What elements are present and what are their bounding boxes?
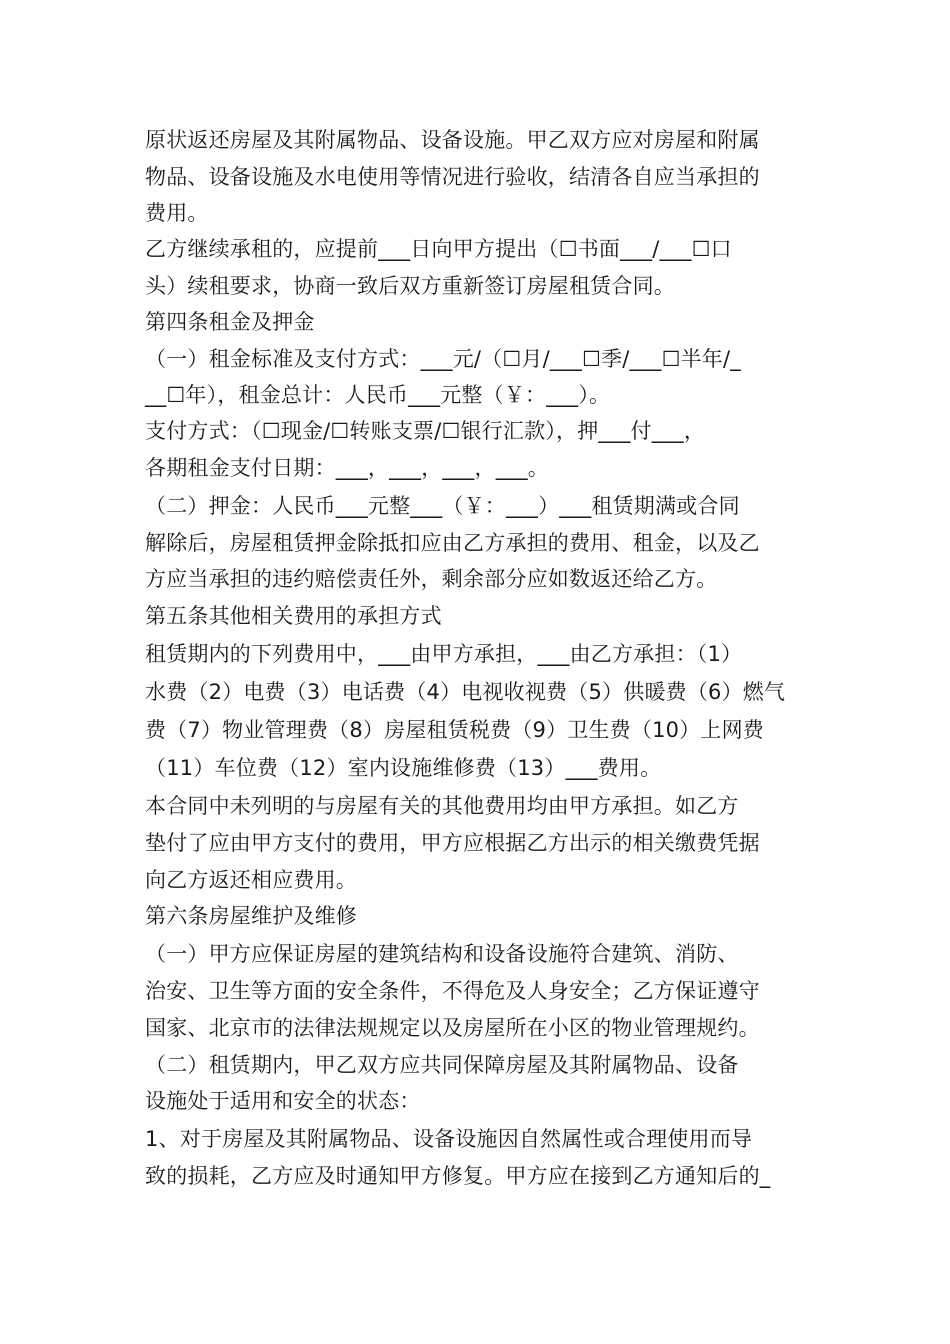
text-line: __☐年），租金总计：人民币___元整（￥：___）。	[145, 383, 611, 407]
text-line: 国家、北京市的法律法规规定以及房屋所在小区的物业管理规约。	[145, 1016, 760, 1040]
text-line: 头）续租要求，协商一致后双方重新签订房屋租赁合同。	[145, 274, 675, 298]
text-line: 乙方继续承租的，应提前___日向甲方提出（☐书面___/___☐口	[145, 237, 732, 261]
text-line: 解除后，房屋租赁押金除抵扣应由乙方承担的费用、租金，以及乙	[145, 531, 760, 555]
text-line: （一）租金标准及支付方式：___元/（☐月/___☐季/___☐半年/_	[145, 347, 741, 371]
text-line: （11）车位费（12）室内设施维修费（13）___费用。	[145, 756, 662, 780]
text-line: 1、对于房屋及其附属物品、设备设施因自然属性或合理使用而导	[145, 1127, 753, 1151]
text-line: 物品、设备设施及水电使用等情况进行验收，结清各自应当承担的	[145, 165, 760, 189]
text-line: 水费（2）电费（3）电话费（4）电视收视费（5）供暖费（6）燃气	[145, 680, 786, 704]
text-line: 设施处于适用和安全的状态：	[145, 1089, 421, 1113]
section-heading: 第六条房屋维护及维修	[145, 904, 357, 928]
text-line: 费用。	[145, 201, 209, 225]
text-line: 垫付了应由甲方支付的费用，甲方应根据乙方出示的相关缴费凭据	[145, 831, 760, 855]
section-heading: 第四条租金及押金	[145, 310, 315, 334]
text-line: 方应当承担的违约赔偿责任外，剩余部分应如数返还给乙方。	[145, 567, 718, 591]
text-line: 治安、卫生等方面的安全条件，不得危及人身安全；乙方保证遵守	[145, 979, 760, 1003]
text-line: 原状返还房屋及其附属物品、设备设施。甲乙双方应对房屋和附属	[145, 128, 760, 152]
text-line: 租赁期内的下列费用中，___由甲方承担，___由乙方承担：（1）	[145, 642, 743, 666]
text-line: 各期租金支付日期：___，___，___，___。	[145, 456, 549, 480]
text-line: 致的损耗，乙方应及时通知甲方修复。甲方应在接到乙方通知后的_	[145, 1164, 771, 1188]
text-line: 费（7）物业管理费（8）房屋租赁税费（9）卫生费（10）上网费	[145, 718, 765, 742]
text-line: （二）押金：人民币___元整___（￥：___）___租赁期满或合同	[145, 494, 740, 518]
text-line: 本合同中未列明的与房屋有关的其他费用均由甲方承担。如乙方	[145, 794, 739, 818]
text-line: 支付方式：（☐现金/☐转账支票/☐银行汇款），押___付___，	[145, 419, 706, 443]
text-line: （二）租赁期内，甲乙双方应共同保障房屋及其附属物品、设备	[145, 1053, 739, 1077]
text-line: （一）甲方应保证房屋的建筑结构和设备设施符合建筑、消防、	[145, 942, 739, 966]
section-heading: 第五条其他相关费用的承担方式	[145, 604, 442, 628]
text-line: 向乙方返还相应费用。	[145, 868, 357, 892]
